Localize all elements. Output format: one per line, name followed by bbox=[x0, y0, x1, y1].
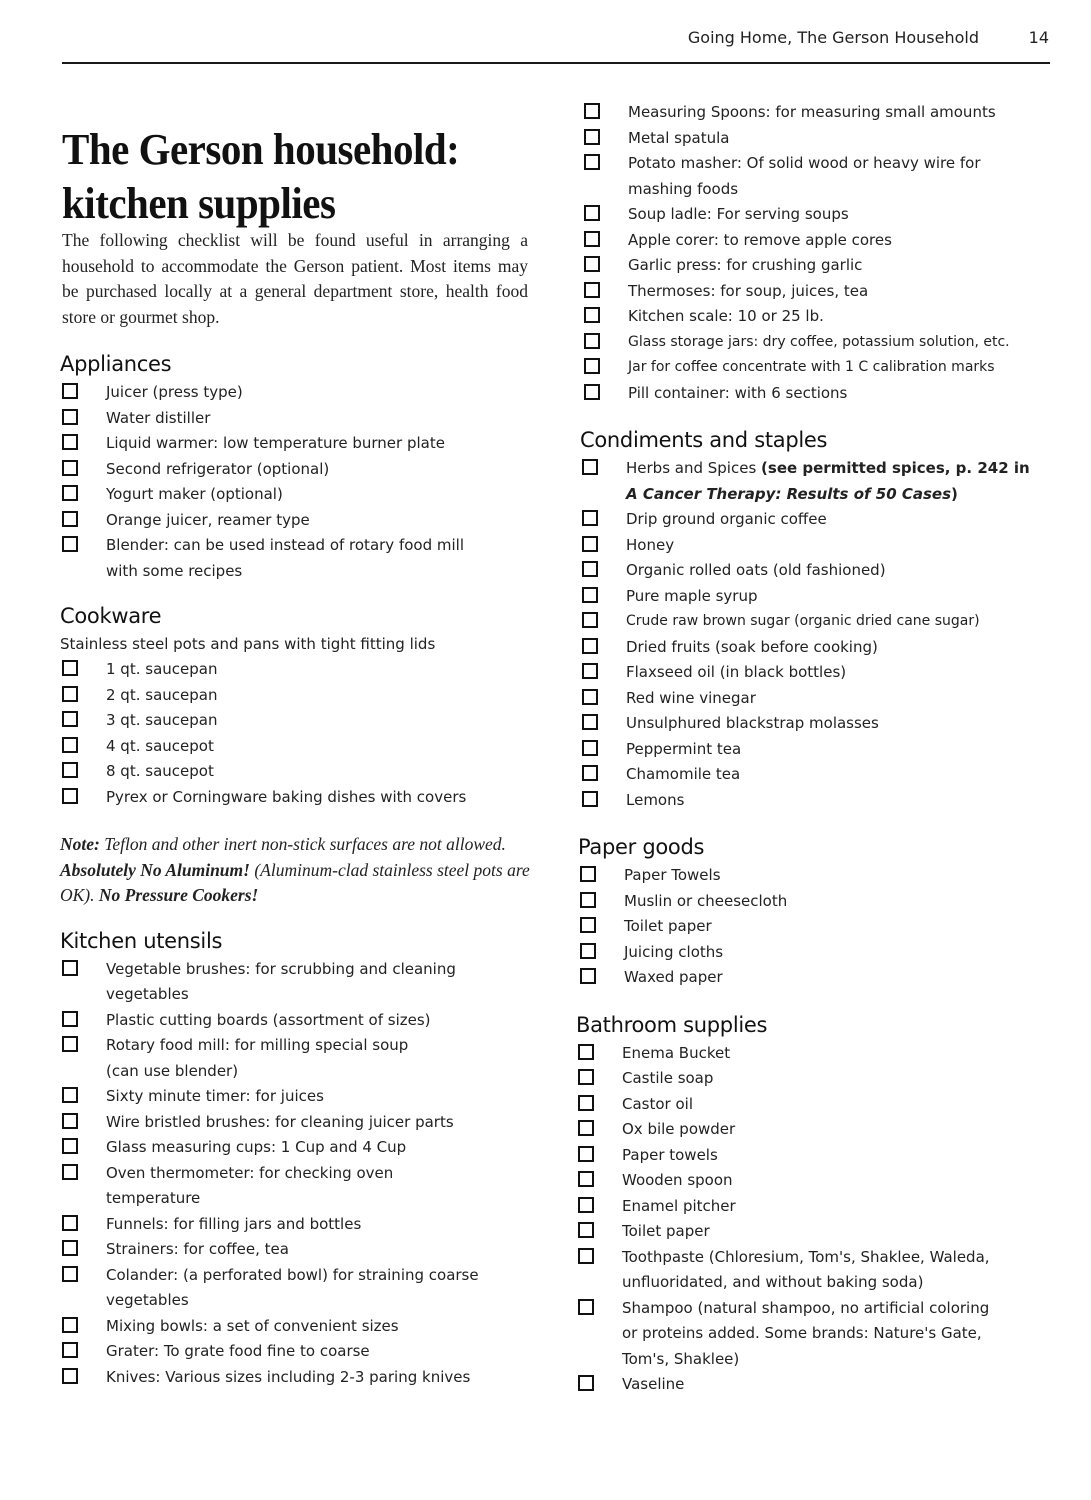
list-item bbox=[576, 1372, 1066, 1398]
checkbox[interactable] bbox=[582, 765, 598, 781]
list-item bbox=[582, 355, 1066, 381]
item-label: Ox bile powder bbox=[622, 1120, 736, 1138]
checkbox[interactable] bbox=[62, 762, 78, 778]
list-item bbox=[582, 304, 1066, 330]
checkbox[interactable] bbox=[62, 383, 78, 399]
checkbox[interactable] bbox=[578, 1375, 594, 1391]
item-label: Juicing cloths bbox=[624, 942, 724, 961]
item-label: Potato masher: Of solid wood or heavy wire for mashing foods bbox=[628, 154, 981, 198]
checkbox[interactable] bbox=[62, 536, 78, 552]
checkbox[interactable] bbox=[578, 1197, 594, 1213]
checkbox[interactable] bbox=[578, 1095, 594, 1111]
checkbox[interactable] bbox=[584, 103, 600, 119]
item-label: Funnels: for filling jars and bottles bbox=[106, 1214, 362, 1233]
list-item bbox=[576, 1168, 1066, 1194]
item-label: Unsulphured blackstrap molasses bbox=[626, 714, 879, 732]
checkbox[interactable] bbox=[578, 1146, 594, 1162]
condiments-list bbox=[580, 456, 1066, 813]
checkbox[interactable] bbox=[580, 943, 596, 959]
list-item bbox=[60, 1008, 540, 1034]
list-item bbox=[576, 1041, 1066, 1067]
checkbox[interactable] bbox=[62, 1215, 78, 1231]
item-label: Lemons bbox=[626, 790, 685, 809]
list-item bbox=[580, 533, 1066, 559]
item-label: Pyrex or Corningware baking dishes with covers bbox=[106, 787, 467, 806]
list-item bbox=[60, 1033, 540, 1084]
list-item bbox=[60, 1263, 540, 1314]
checkbox[interactable] bbox=[584, 333, 600, 349]
list-item bbox=[576, 1092, 1066, 1118]
list-item bbox=[582, 151, 1066, 202]
checkbox[interactable] bbox=[582, 791, 598, 807]
list-item bbox=[60, 380, 540, 406]
item-label: 1 qt. saucepan bbox=[106, 660, 218, 678]
item-label: Glass storage jars: dry coffee, potassium solution, etc. bbox=[628, 333, 1010, 350]
checkbox[interactable] bbox=[584, 384, 600, 400]
checkbox[interactable] bbox=[578, 1299, 594, 1315]
list-item bbox=[60, 457, 540, 483]
list-item bbox=[576, 1117, 1066, 1143]
list-item bbox=[60, 508, 540, 534]
item-label: Thermoses: for soup, juices, tea bbox=[628, 281, 869, 300]
item-label: Wire bristled brushes: for cleaning juicer parts bbox=[106, 1112, 454, 1131]
list-item bbox=[60, 1237, 540, 1263]
condiments-heading: Condiments and staples bbox=[580, 428, 828, 452]
list-item bbox=[60, 734, 540, 760]
checkbox[interactable] bbox=[578, 1222, 594, 1238]
list-item bbox=[60, 1212, 540, 1238]
note-paragraph bbox=[60, 832, 530, 909]
herbs-bold-end: ) bbox=[951, 484, 958, 503]
list-item bbox=[60, 759, 540, 785]
checkbox[interactable] bbox=[62, 1113, 78, 1129]
appliances-heading: Appliances bbox=[60, 352, 172, 376]
item-label: Plastic cutting boards (assortment of sizes) bbox=[106, 1010, 431, 1029]
item-label: Orange juicer, reamer type bbox=[106, 510, 310, 529]
note-label: Note: bbox=[60, 834, 100, 854]
herbs-book-title: A Cancer Therapy: Results of 50 Cases bbox=[626, 484, 952, 503]
list-item bbox=[582, 279, 1066, 305]
item-label: Soup ladle: For serving soups bbox=[628, 205, 849, 223]
list-item bbox=[60, 1135, 540, 1161]
list-item bbox=[578, 940, 1066, 966]
checkbox[interactable] bbox=[580, 917, 596, 933]
list-item bbox=[60, 431, 540, 457]
checkbox[interactable] bbox=[62, 511, 78, 527]
item-label: 3 qt. saucepan bbox=[106, 711, 218, 729]
item-label: 4 qt. saucepot bbox=[106, 736, 214, 755]
item-label: Sixty minute timer: for juices bbox=[106, 1087, 324, 1105]
item-label: Enema Bucket bbox=[622, 1043, 731, 1062]
checkbox[interactable] bbox=[582, 638, 598, 654]
item-label: Castor oil bbox=[622, 1094, 693, 1113]
list-item bbox=[582, 202, 1066, 228]
item-label: Blender: can be used instead of rotary food mill with some recipes bbox=[106, 536, 464, 580]
checkbox[interactable] bbox=[584, 282, 600, 298]
checkbox[interactable] bbox=[62, 1164, 78, 1180]
item-label: Organic rolled oats (old fashioned) bbox=[626, 561, 886, 579]
checkbox[interactable] bbox=[580, 968, 596, 984]
list-item bbox=[60, 482, 540, 508]
right-column bbox=[576, 100, 1066, 1398]
checkbox[interactable] bbox=[578, 1069, 594, 1085]
list-item bbox=[576, 1296, 1066, 1373]
checkbox[interactable] bbox=[62, 1266, 78, 1282]
list-item bbox=[580, 558, 1066, 584]
checkbox[interactable] bbox=[62, 1036, 78, 1052]
herbs-bold: (see permitted spices, p. 242 in bbox=[761, 459, 1030, 477]
list-item bbox=[60, 1314, 540, 1340]
item-label: Muslin or cheesecloth bbox=[624, 891, 788, 910]
checkbox[interactable] bbox=[580, 892, 596, 908]
list-item bbox=[576, 1066, 1066, 1092]
item-label: Glass measuring cups: 1 Cup and 4 Cup bbox=[106, 1138, 407, 1156]
checkbox[interactable] bbox=[62, 1342, 78, 1358]
checkbox[interactable] bbox=[62, 1317, 78, 1333]
item-label: Grater: To grate food fine to coarse bbox=[106, 1342, 370, 1360]
checkbox[interactable] bbox=[62, 409, 78, 425]
item-label: Vegetable brushes: for scrubbing and cleaning vegetables bbox=[106, 959, 456, 1003]
bathroom-list bbox=[576, 1041, 1066, 1398]
page-number: 14 bbox=[1028, 28, 1049, 47]
checkbox[interactable] bbox=[62, 788, 78, 804]
bathroom-heading: Bathroom supplies bbox=[576, 1012, 768, 1037]
checkbox[interactable] bbox=[582, 689, 598, 705]
left-column bbox=[60, 120, 540, 1390]
item-label: Waxed paper bbox=[624, 968, 723, 986]
checkbox[interactable] bbox=[584, 256, 600, 272]
checkbox[interactable] bbox=[62, 660, 78, 676]
item-label: Wooden spoon bbox=[622, 1171, 733, 1189]
paper-goods-list bbox=[578, 863, 1066, 991]
checkbox[interactable] bbox=[62, 460, 78, 476]
checkbox[interactable] bbox=[584, 358, 600, 374]
list-item bbox=[576, 1194, 1066, 1220]
checkbox[interactable] bbox=[62, 434, 78, 450]
item-label: Mixing bowls: a set of convenient sizes bbox=[106, 1316, 399, 1335]
checkbox[interactable] bbox=[582, 587, 598, 603]
checkbox[interactable] bbox=[62, 711, 78, 727]
checkbox[interactable] bbox=[582, 561, 598, 577]
checkbox[interactable] bbox=[584, 307, 600, 323]
checkbox[interactable] bbox=[584, 231, 600, 247]
item-label: Oven thermometer: for checking oven temperature bbox=[106, 1163, 394, 1207]
item-label: Chamomile tea bbox=[626, 765, 741, 783]
list-item bbox=[580, 788, 1066, 814]
checkbox[interactable] bbox=[584, 205, 600, 221]
list-item bbox=[580, 660, 1066, 686]
item-label: Metal spatula bbox=[628, 128, 730, 147]
list-item bbox=[582, 100, 1066, 126]
checkbox[interactable] bbox=[62, 1138, 78, 1154]
checkbox[interactable] bbox=[62, 1087, 78, 1103]
cookware-list bbox=[60, 657, 540, 810]
list-item bbox=[60, 1084, 540, 1110]
checkbox[interactable] bbox=[62, 1368, 78, 1384]
item-label: Peppermint tea bbox=[626, 739, 742, 758]
item-label: Castile soap bbox=[622, 1069, 714, 1087]
item-label: Colander: (a perforated bowl) for straining coarse vegetables bbox=[106, 1265, 479, 1309]
item-label: Rotary food mill: for milling special soup (can use blender) bbox=[106, 1036, 409, 1080]
note-text-1: Teflon and other inert non-stick surfaces are not allowed. bbox=[99, 834, 506, 854]
item-label: Drip ground organic coffee bbox=[626, 510, 827, 528]
checkbox[interactable] bbox=[578, 1044, 594, 1060]
list-item bbox=[580, 635, 1066, 661]
checkbox[interactable] bbox=[582, 663, 598, 679]
checkbox[interactable] bbox=[582, 714, 598, 730]
item-label: Apple corer: to remove apple cores bbox=[628, 230, 892, 249]
checkbox[interactable] bbox=[582, 612, 598, 628]
kitchen-utensils-continued-list bbox=[582, 100, 1066, 406]
item-label: Pure maple syrup bbox=[626, 586, 758, 605]
item-label: Jar for coffee concentrate with 1 C calibration marks bbox=[628, 359, 995, 375]
list-item bbox=[580, 711, 1066, 737]
list-item bbox=[60, 533, 540, 584]
list-item bbox=[580, 762, 1066, 788]
list-item bbox=[580, 686, 1066, 712]
item-label: Paper towels bbox=[622, 1145, 718, 1164]
note-text-2: (Aluminum-clad stainless steel pots are OK). bbox=[60, 859, 530, 905]
item-label: Flaxseed oil (in black bottles) bbox=[626, 663, 847, 681]
checkbox[interactable] bbox=[584, 129, 600, 145]
item-label: Measuring Spoons: for measuring small amounts bbox=[628, 103, 996, 121]
checkbox[interactable] bbox=[62, 737, 78, 753]
cookware-subheading: Stainless steel pots and pans with tight fitting lids bbox=[60, 635, 436, 653]
checkbox[interactable] bbox=[578, 1171, 594, 1187]
list-item bbox=[578, 863, 1066, 889]
item-label: Kitchen scale: 10 or 25 lb. bbox=[628, 307, 824, 325]
item-label: Liquid warmer: low temperature burner plate bbox=[106, 434, 445, 452]
list-item bbox=[578, 914, 1066, 940]
item-label: 2 qt. saucepan bbox=[106, 685, 218, 704]
checkbox[interactable] bbox=[582, 536, 598, 552]
item-label: Red wine vinegar bbox=[626, 688, 756, 707]
checkbox[interactable] bbox=[578, 1120, 594, 1136]
list-item bbox=[60, 957, 540, 1008]
item-label: Dried fruits (soak before cooking) bbox=[626, 637, 878, 656]
checkbox[interactable] bbox=[582, 510, 598, 526]
list-item bbox=[582, 253, 1066, 279]
item-label: Toothpaste (Chloresium, Tom's, Shaklee, Waleda, unfluoridated, and without baking soda) bbox=[622, 1247, 990, 1291]
paper-goods-heading: Paper goods bbox=[578, 835, 705, 859]
list-item bbox=[576, 1143, 1066, 1169]
running-header: Going Home, The Gerson Household bbox=[687, 28, 979, 47]
checkbox[interactable] bbox=[62, 1240, 78, 1256]
item-label: Honey bbox=[626, 535, 675, 554]
list-item bbox=[60, 1161, 540, 1212]
list-item bbox=[582, 228, 1066, 254]
item-label: Toilet paper bbox=[622, 1222, 710, 1240]
item-label: Water distiller bbox=[106, 408, 211, 427]
item-label: Yogurt maker (optional) bbox=[106, 485, 283, 503]
item-label: Strainers: for coffee, tea bbox=[106, 1240, 289, 1258]
kitchen-utensils-list bbox=[60, 957, 540, 1391]
item-label: Enamel pitcher bbox=[622, 1196, 736, 1215]
item-label: Second refrigerator (optional) bbox=[106, 459, 330, 478]
list-item bbox=[580, 737, 1066, 763]
list-item bbox=[582, 381, 1066, 407]
checkbox[interactable] bbox=[62, 686, 78, 702]
list-item bbox=[60, 1110, 540, 1136]
list-item bbox=[60, 785, 540, 811]
item-label: Crude raw brown sugar (organic dried cane sugar) bbox=[626, 613, 980, 629]
list-item bbox=[582, 126, 1066, 152]
item-label: Paper Towels bbox=[624, 866, 721, 884]
list-item bbox=[60, 1339, 540, 1365]
kitchen-utensils-heading: Kitchen utensils bbox=[60, 928, 223, 953]
list-item bbox=[578, 889, 1066, 915]
list-item bbox=[60, 708, 540, 734]
header-rule bbox=[62, 62, 1050, 64]
appliances-list bbox=[60, 380, 540, 584]
checkbox[interactable] bbox=[62, 1011, 78, 1027]
list-item bbox=[576, 1245, 1066, 1296]
cookware-heading: Cookware bbox=[60, 604, 162, 628]
checkbox[interactable] bbox=[584, 154, 600, 170]
item-label: Garlic press: for crushing garlic bbox=[628, 256, 863, 274]
checkbox[interactable] bbox=[62, 485, 78, 501]
list-item bbox=[582, 330, 1066, 356]
note-bold-1: Absolutely No Aluminum! bbox=[60, 859, 250, 880]
item-label: Knives: Various sizes including 2-3 paring knives bbox=[106, 1367, 471, 1386]
list-item bbox=[576, 1219, 1066, 1245]
checkbox[interactable] bbox=[580, 866, 596, 882]
item-label: Shampoo (natural shampoo, no artificial coloring or proteins added. Some brands: Nature's Gate, Tom's, Shaklee) bbox=[622, 1298, 990, 1368]
item-label: Pill container: with 6 sections bbox=[628, 383, 848, 402]
title-line-1: The Gerson household: bbox=[62, 124, 460, 174]
page-title bbox=[62, 122, 540, 230]
note-bold-2: No Pressure Cookers! bbox=[98, 885, 259, 905]
list-item bbox=[60, 657, 540, 683]
checkbox[interactable] bbox=[582, 459, 598, 475]
item-label: Toilet paper bbox=[624, 917, 712, 935]
list-item bbox=[578, 965, 1066, 991]
intro-paragraph: The following checklist will be found useful in arranging a household to accommodate the Gerson patient. Most items may be purchased locally at a general department store, health food store or gourmet shop. bbox=[62, 230, 528, 327]
checkbox[interactable] bbox=[582, 740, 598, 756]
list-item bbox=[580, 456, 1066, 507]
list-item bbox=[60, 683, 540, 709]
title-line-2: kitchen supplies bbox=[62, 178, 336, 228]
item-label: 8 qt. saucepot bbox=[106, 762, 214, 780]
checkbox[interactable] bbox=[578, 1248, 594, 1264]
checkbox[interactable] bbox=[62, 960, 78, 976]
item-label: Vaseline bbox=[622, 1375, 685, 1393]
list-item bbox=[580, 507, 1066, 533]
list-item bbox=[580, 609, 1066, 635]
list-item bbox=[60, 406, 540, 432]
list-item bbox=[60, 1365, 540, 1391]
herbs-text: Herbs and Spices bbox=[626, 459, 762, 477]
item-label: Juicer (press type) bbox=[106, 383, 243, 401]
list-item bbox=[580, 584, 1066, 610]
